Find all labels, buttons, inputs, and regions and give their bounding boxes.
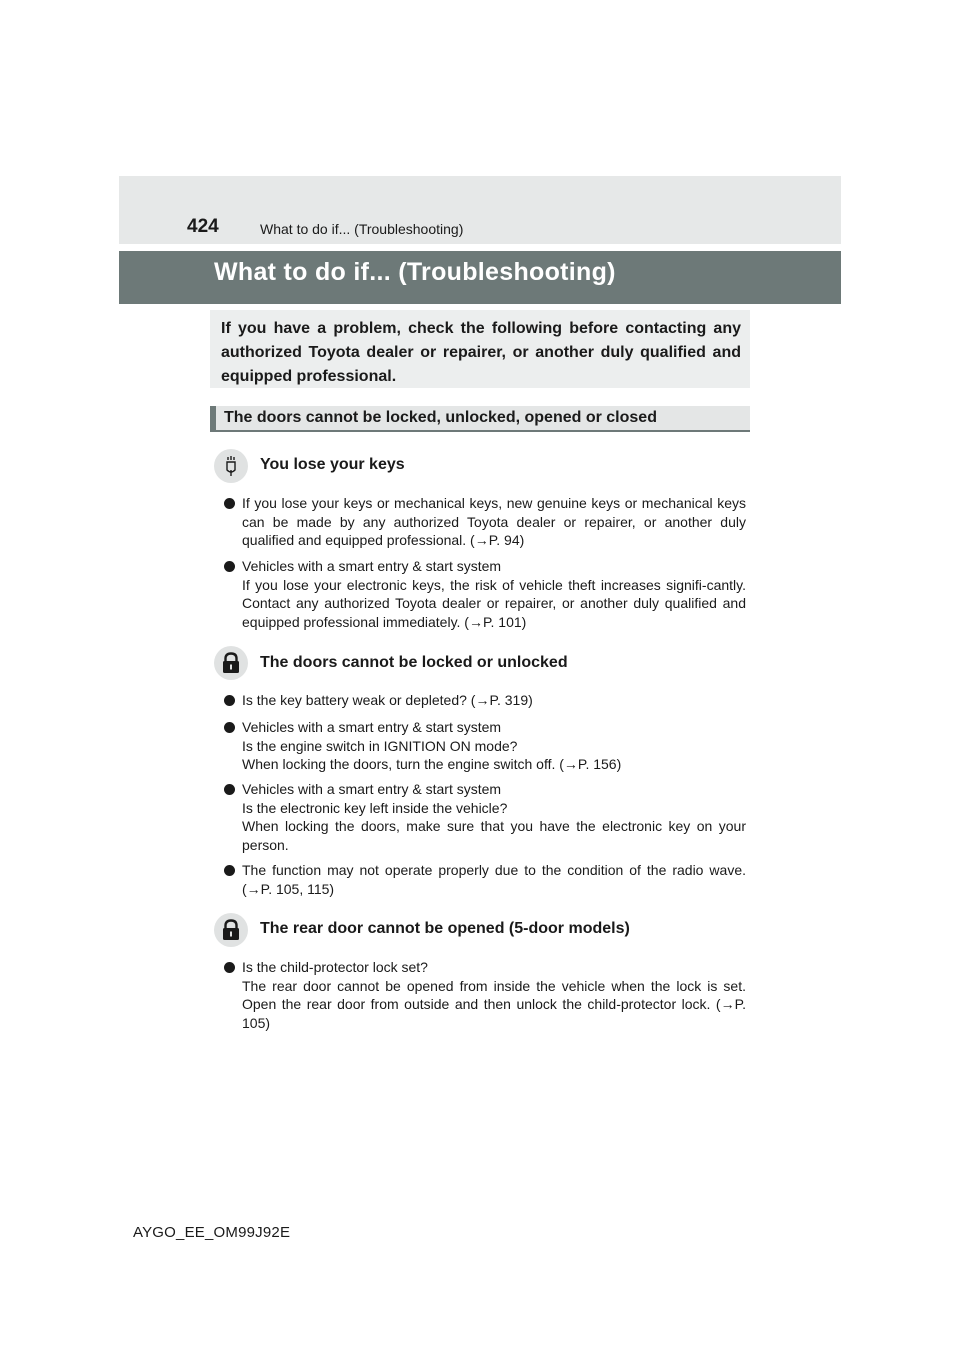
section-heading: The doors cannot be locked, unlocked, opened or closed [210,406,750,432]
page-title: What to do if... (Troubleshooting) [214,258,616,286]
list-item-text: Vehicles with a smart entry & start system Is the engine switch in IGNITION ON mode? When locking the doors, turn the engine switch off. (→P. 156) [242,719,622,773]
list-item [224,557,746,631]
padlock-icon [214,913,248,947]
key-icon [214,449,248,483]
list-item [224,718,746,774]
list-item-text: The function may not operate properly due to the condition of the radio wave. (→P. 105, 115) [242,862,746,897]
bullet-icon [224,962,235,973]
list-item-text: Is the child-protector lock set? The rear door cannot be opened from inside the vehicle when the lock is set. Open the rear door from outside and then unlock the child-protector lock. (→P. 105) [242,959,746,1031]
bullet-icon [224,722,235,733]
running-head: What to do if... (Troubleshooting) [260,221,464,237]
subsection-title-lose-keys: You lose your keys [260,456,405,473]
bullet-icon [224,498,235,509]
page-number: 424 [187,216,219,237]
list-item-text: Vehicles with a smart entry & start system If you lose your electronic keys, the risk of vehicle theft increases signifi-cantly. Contact any authorized Toyota dealer or repairer, or another duly qualified and equipped professional immediately. (→P. 101) [242,558,746,630]
bullet-icon [224,784,235,795]
list-item [224,494,746,550]
subsection-title-cannot-lock: The doors cannot be locked or unlocked [260,654,568,671]
header-band [119,176,841,244]
list-item [224,691,746,710]
bullet-icon [224,865,235,876]
document-code: AYGO_EE_OM99J92E [133,1224,291,1241]
list-item [224,861,746,898]
list-item [224,780,746,854]
bullet-icon [224,695,235,706]
padlock-icon [214,646,248,680]
subsection-title-rear-door: The rear door cannot be opened (5-door models) [260,920,630,937]
list-item [224,958,746,1032]
list-item-text: If you lose your keys or mechanical keys, new genuine keys or mechanical keys can be made by any authorized Toyota dealer or repairer, or another duly qualified and equipped professional. (→P. 94) [242,495,746,549]
list-item-text: Is the key battery weak or depleted? (→P. 319) [242,692,533,708]
intro-box: If you have a problem, check the following before contacting any authorized Toyota dealer or repairer, or another duly qualified and equipped professional. [210,310,750,388]
list-item-text: Vehicles with a smart entry & start system Is the electronic key left inside the vehicle? When locking the doors, make sure that you have the electronic key on your person. [242,781,746,853]
bullet-icon [224,561,235,572]
